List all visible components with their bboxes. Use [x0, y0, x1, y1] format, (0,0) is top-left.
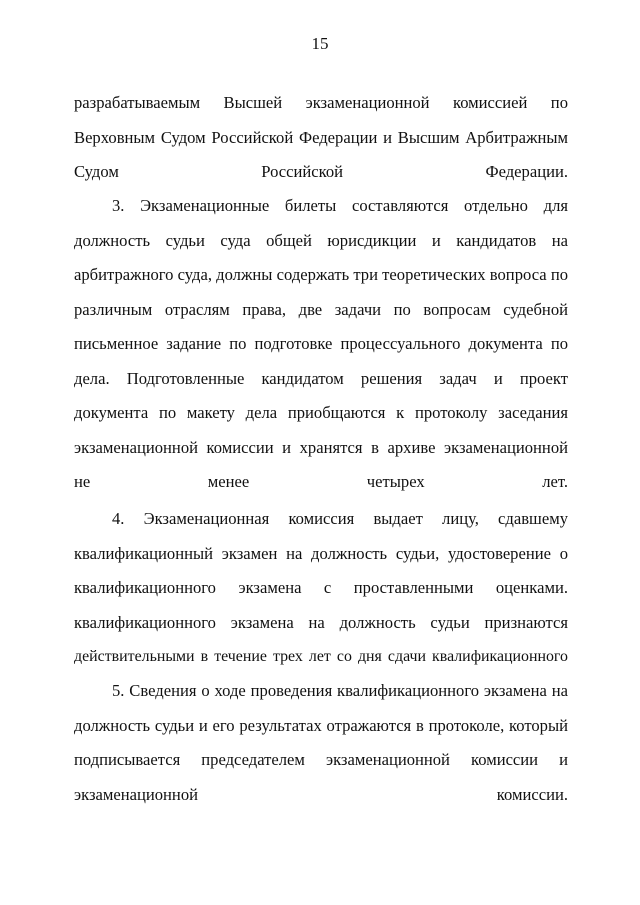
text-line: квалификационного экзамена с проставленными оценками.: [74, 578, 568, 597]
text-line: разрабатываемым Высшей экзаменационной комиссией по: [74, 93, 568, 112]
text-line: Верховным Судом Российской Федерации и Высшим Арбитражным: [74, 127, 568, 147]
text-line: действительными в течение трех лет со дня сдачи квалификационного: [74, 648, 568, 665]
text-line: экзаменационной комиссии.: [74, 784, 568, 804]
text-line: документа по макету дела приобщаются к протоколу заседания: [74, 403, 568, 422]
text-line: арбитражного суда, должны содержать три теоретических вопроса по: [74, 265, 568, 284]
paragraph-4: [74, 502, 568, 675]
text-line: 5. Сведения о ходе проведения квалификационного экзамена на: [112, 681, 568, 700]
text-line: 3. Экзаменационные билеты составляются отдельно для: [112, 196, 568, 215]
page-number: 15: [311, 34, 329, 53]
text-line: дела. Подготовленные кандидатом решения задач и проект: [74, 368, 568, 388]
paragraph-1: [74, 86, 568, 190]
text-line: Судом Российской Федерации.: [74, 162, 568, 181]
text-line: различным отраслям права, две задачи по вопросам судебной: [74, 299, 568, 319]
text-line: квалификационный экзамен на должность судьи, удостоверение о: [74, 543, 568, 563]
text-line: 4. Экзаменационная комиссия выдает лицу, сдавшему: [112, 509, 568, 528]
text-line: письменное задание по подготовке процессуального документа по: [74, 334, 568, 353]
text-line: экзаменационной комиссии и хранятся в архиве экзаменационной: [74, 437, 568, 457]
text-line: должность судьи суда общей юрисдикции и кандидатов на: [74, 230, 568, 250]
text-line: должность судьи и его результатах отражаются в протоколе, который: [74, 715, 568, 735]
text-line: квалификационного экзамена на должность судьи признаются: [74, 612, 568, 632]
text-line: подписывается председателем экзаменационной комиссии и: [74, 750, 568, 769]
paragraph-3: [74, 189, 568, 500]
paragraph-5: [74, 674, 568, 812]
text-line: не менее четырех лет.: [74, 472, 568, 491]
